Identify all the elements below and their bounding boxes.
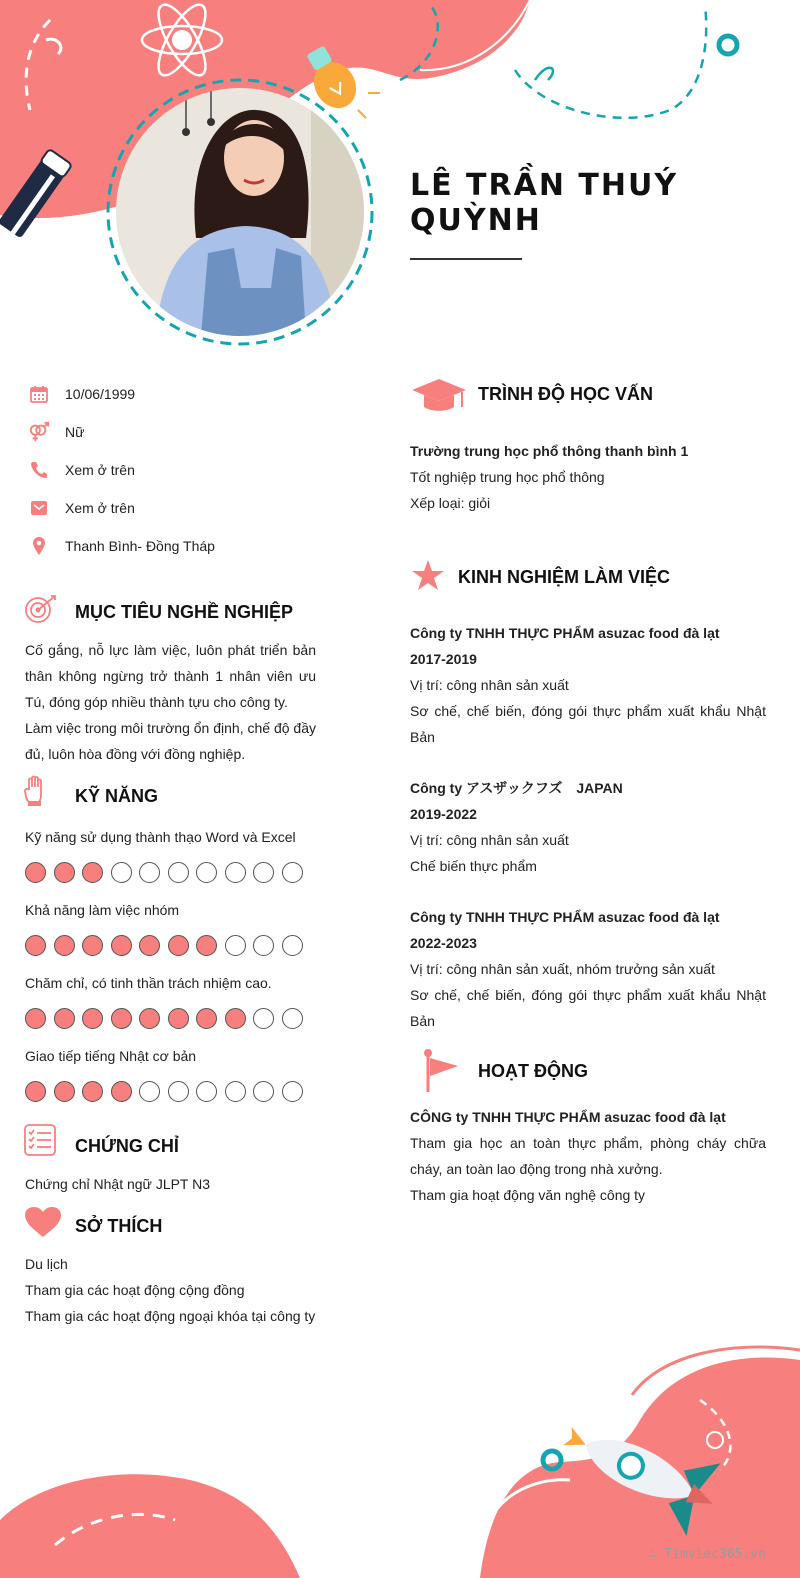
rating-dot-filled — [82, 862, 103, 883]
rating-dot-filled — [225, 1008, 246, 1029]
graduation-cap-icon — [411, 377, 467, 418]
checklist-icon — [24, 1124, 56, 1161]
name-line-2: QUỲNH — [410, 203, 542, 238]
phone-value: Xem ở trên — [65, 462, 135, 478]
rating-dot-filled — [82, 1008, 103, 1029]
heart-icon — [24, 1206, 62, 1243]
rating-dot-filled — [54, 1008, 75, 1029]
rating-dot-empty — [139, 1081, 160, 1102]
skill-label-1: Kỹ năng sử dụng thành thạo Word và Excel — [25, 829, 296, 845]
hobby-item: Du lịch — [25, 1256, 68, 1272]
hobby-item: Tham gia các hoạt động cộng đồng — [25, 1282, 245, 1298]
experience-item-1 — [410, 620, 766, 750]
rating-dot-empty — [225, 935, 246, 956]
rating-dot-filled — [139, 935, 160, 956]
job-period: 2019-2022 — [410, 806, 477, 822]
gender-value: Nữ — [65, 424, 85, 440]
rating-dot-empty — [282, 1081, 303, 1102]
rating-dot-empty — [139, 862, 160, 883]
rating-dot-filled — [25, 862, 46, 883]
phone-icon — [28, 459, 50, 481]
rating-dot-filled — [54, 1081, 75, 1102]
gender-icon — [28, 421, 50, 443]
education-line: Xếp loại: giỏi — [410, 495, 491, 511]
objective-text — [25, 637, 316, 767]
star-icon — [411, 559, 445, 597]
education-line: Tốt nghiệp trung học phổ thông — [410, 469, 605, 485]
rating-dot-empty — [196, 862, 217, 883]
hobbies-title: SỞ THÍCH — [75, 1216, 163, 1236]
rating-dot-empty — [253, 935, 274, 956]
name-underline — [410, 258, 522, 260]
skills-title: KỸ NĂNG — [75, 786, 159, 806]
rating-dot-empty — [225, 862, 246, 883]
hobby-item: Tham gia các hoạt động ngoại khóa tại công ty — [25, 1308, 316, 1324]
address-value: Thanh Bình- Đồng Tháp — [65, 538, 215, 554]
skill-rating-2 — [25, 935, 303, 957]
skill-rating-3 — [25, 1008, 303, 1030]
rating-dot-filled — [82, 1081, 103, 1102]
rating-dot-filled — [54, 935, 75, 956]
experience-title: KINH NGHIỆM LÀM VIỆC — [458, 567, 671, 587]
objective-paragraph-1: Cố gắng, nỗ lực làm việc, luôn phát triển bản thân không ngừng trở thành 1 nhân viên ưu Tú, đóng góp nhiều thành tựu cho công ty. — [25, 642, 316, 710]
certificate-item: Chứng chỉ Nhật ngữ JLPT N3 — [25, 1176, 211, 1192]
flag-icon — [418, 1048, 460, 1099]
contact-gender — [28, 420, 85, 444]
skill-rating-4 — [25, 1081, 303, 1103]
job-position: Vị trí: công nhân sản xuất — [410, 832, 569, 848]
job-period: 2022-2023 — [410, 935, 477, 951]
company-name: Công ty TNHH THỰC PHẨM asuzac food đà lạt — [410, 909, 720, 925]
rating-dot-filled — [196, 935, 217, 956]
candidate-name — [410, 168, 750, 238]
rating-dot-filled — [111, 1081, 132, 1102]
activity-line: Tham gia hoạt động văn nghệ công ty — [410, 1187, 646, 1203]
email-value: Xem ở trên — [65, 500, 135, 516]
calendar-icon — [28, 383, 50, 405]
rating-dot-empty — [253, 862, 274, 883]
contact-email — [28, 496, 135, 520]
rating-dot-empty — [168, 862, 189, 883]
watermark: ∴ Timviec365.vn — [648, 1547, 766, 1562]
company-name: Công ty アスザックフズ JAPAN — [410, 780, 623, 796]
job-description: Sơ chế, chế biến, đóng gói thực phẩm xuất khẩu Nhật Bản — [410, 987, 766, 1029]
rating-dot-empty — [253, 1081, 274, 1102]
rating-dot-filled — [168, 935, 189, 956]
activities-title: HOẠT ĐỘNG — [478, 1061, 588, 1081]
rating-dot-empty — [282, 1008, 303, 1029]
rating-dot-filled — [139, 1008, 160, 1029]
education-title: TRÌNH ĐỘ HỌC VẤN — [478, 384, 653, 404]
activities-details — [410, 1104, 766, 1208]
job-position: Vị trí: công nhân sản xuất — [410, 677, 569, 693]
rating-dot-filled — [168, 1008, 189, 1029]
contact-birthdate — [28, 382, 136, 406]
rating-dot-filled — [111, 935, 132, 956]
rating-dot-empty — [253, 1008, 274, 1029]
contact-address — [28, 534, 215, 558]
job-period: 2017-2019 — [410, 651, 477, 667]
target-icon — [24, 594, 58, 629]
activity-line: Tham gia học an toàn thực phẩm, phòng cháy chữa cháy, an toàn lao động trong nhà xưởng. — [410, 1135, 766, 1177]
avatar-photo — [116, 88, 364, 336]
rating-dot-empty — [282, 862, 303, 883]
contact-phone — [28, 458, 135, 482]
skill-label-2: Khả năng làm việc nhóm — [25, 902, 180, 918]
rating-dot-filled — [82, 935, 103, 956]
hobbies-list — [25, 1251, 345, 1329]
rating-dot-empty — [282, 935, 303, 956]
rating-dot-empty — [111, 862, 132, 883]
rating-dot-empty — [225, 1081, 246, 1102]
school-name: Trường trung học phổ thông thanh bình 1 — [410, 443, 689, 459]
experience-item-3 — [410, 904, 766, 1034]
rating-dot-empty — [168, 1081, 189, 1102]
rating-dot-filled — [54, 862, 75, 883]
certificates-title: CHỨNG CHỈ — [75, 1136, 179, 1156]
name-line-1: LÊ TRẦN THUÝ — [410, 168, 679, 203]
rating-dot-filled — [25, 1008, 46, 1029]
objective-paragraph-2: Làm việc trong môi trường ổn định, chế độ đầy đủ, luôn hòa đồng với đồng nghiệp. — [25, 720, 316, 762]
email-icon — [28, 497, 50, 519]
rating-dot-filled — [25, 1081, 46, 1102]
skill-label-3: Chăm chỉ, có tinh thần trách nhiệm cao. — [25, 975, 272, 991]
birthdate-value: 10/06/1999 — [65, 386, 136, 402]
rating-dot-empty — [196, 1081, 217, 1102]
rating-dot-filled — [111, 1008, 132, 1029]
skill-rating-1 — [25, 862, 303, 884]
experience-item-2 — [410, 775, 766, 879]
company-name: Công ty TNHH THỰC PHẨM asuzac food đà lạt — [410, 625, 720, 641]
certificates-list — [25, 1171, 325, 1197]
rating-dot-filled — [196, 1008, 217, 1029]
location-pin-icon — [28, 535, 50, 557]
job-description: Chế biến thực phẩm — [410, 858, 537, 874]
hand-icon — [24, 775, 48, 812]
skill-label-4: Giao tiếp tiếng Nhật cơ bản — [25, 1048, 197, 1064]
education-details — [410, 438, 766, 516]
rating-dot-filled — [25, 935, 46, 956]
job-position: Vị trí: công nhân sản xuất, nhóm trưởng sản xuất — [410, 961, 715, 977]
activity-organization: CÔNG ty TNHH THỰC PHẨM asuzac food đà lạt — [410, 1109, 726, 1125]
job-description: Sơ chế, chế biến, đóng gói thực phẩm xuất khẩu Nhật Bản — [410, 703, 766, 745]
objective-title: MỤC TIÊU NGHỀ NGHIỆP — [75, 602, 294, 622]
